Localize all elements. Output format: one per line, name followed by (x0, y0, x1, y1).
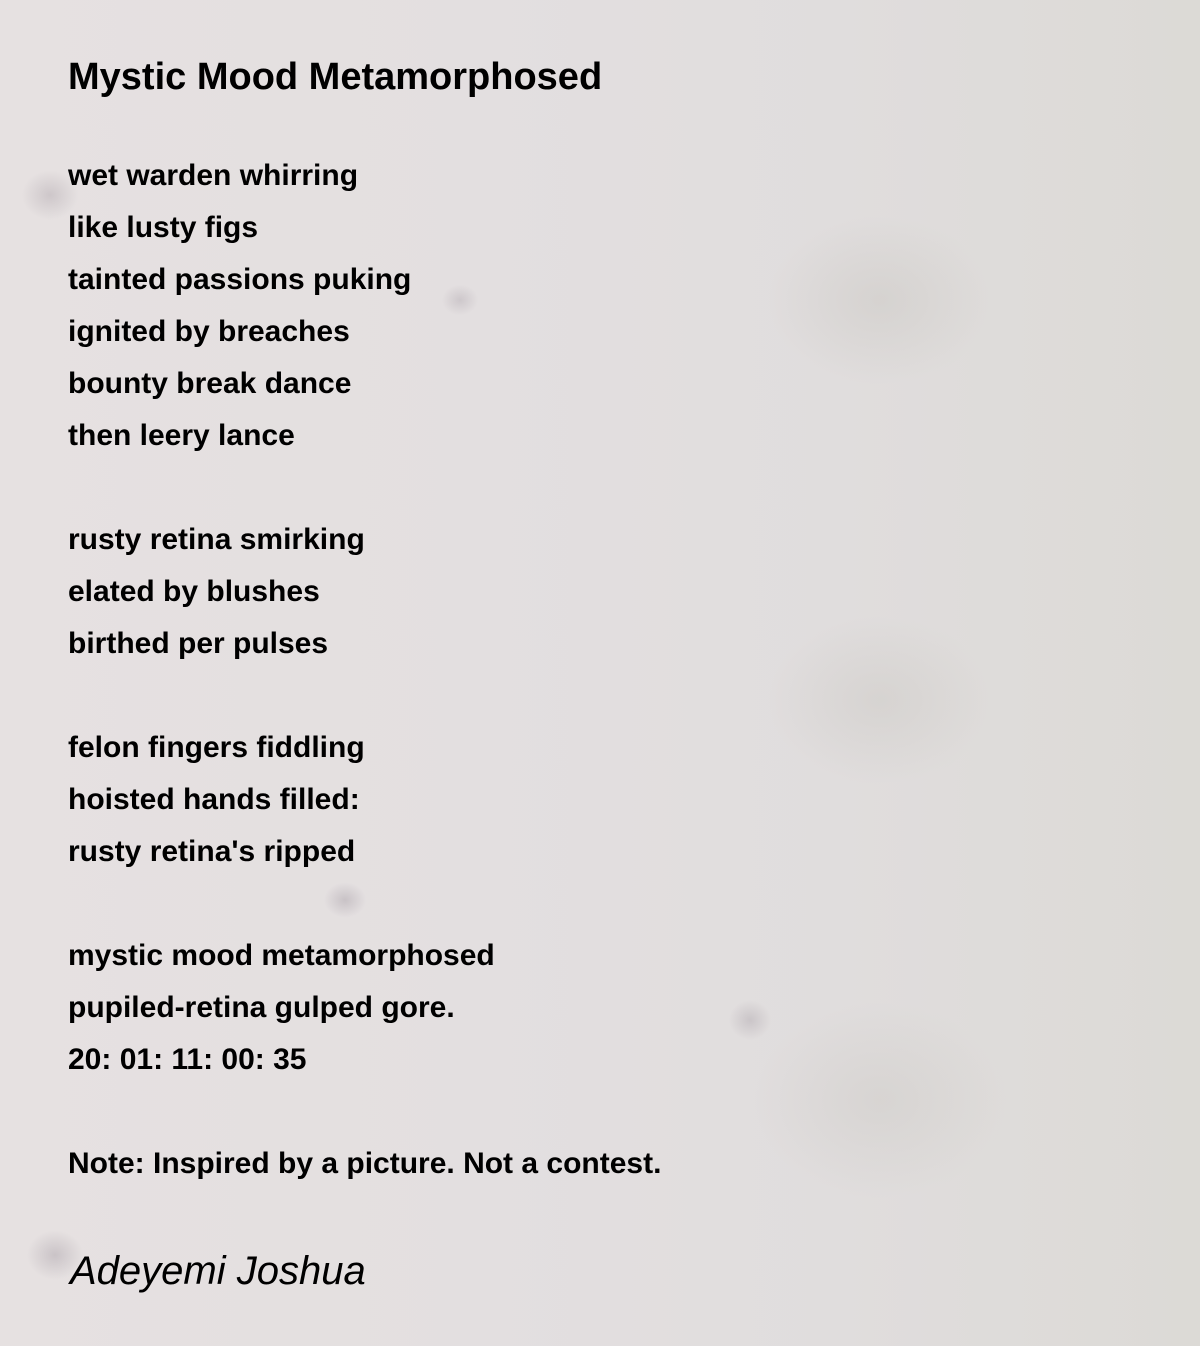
poem-line: elated by blushes (68, 575, 320, 608)
poem-line: pupiled-retina gulped gore. (68, 991, 455, 1024)
poem-title: Mystic Mood Metamorphosed (68, 56, 603, 98)
poem-line: mystic mood metamorphosed (68, 939, 495, 972)
stanza-break (68, 670, 495, 722)
stanza-break (68, 462, 495, 514)
poem-body (68, 150, 495, 1086)
poem-line: wet warden whirring (68, 159, 359, 192)
poem-line: felon fingers fiddling (68, 731, 365, 764)
poem-line: ignited by breaches (68, 315, 350, 348)
poem-line: rusty retina's ripped (68, 835, 356, 868)
poem-author: Adeyemi Joshua (70, 1249, 366, 1293)
poem-line: birthed per pulses (68, 627, 329, 660)
poem-line: like lusty figs (68, 211, 259, 244)
poem-line: 20: 01: 11: 00: 35 (68, 1043, 307, 1076)
poem-line: rusty retina smirking (68, 523, 365, 556)
stanza-break (68, 878, 495, 930)
poem-line: then leery lance (68, 419, 295, 452)
poem-line: tainted passions puking (68, 263, 412, 296)
poem-line: bounty break dance (68, 367, 352, 400)
poem-note: Note: Inspired by a picture. Not a contest. (68, 1147, 662, 1180)
poem-line: hoisted hands filled: (68, 783, 360, 816)
